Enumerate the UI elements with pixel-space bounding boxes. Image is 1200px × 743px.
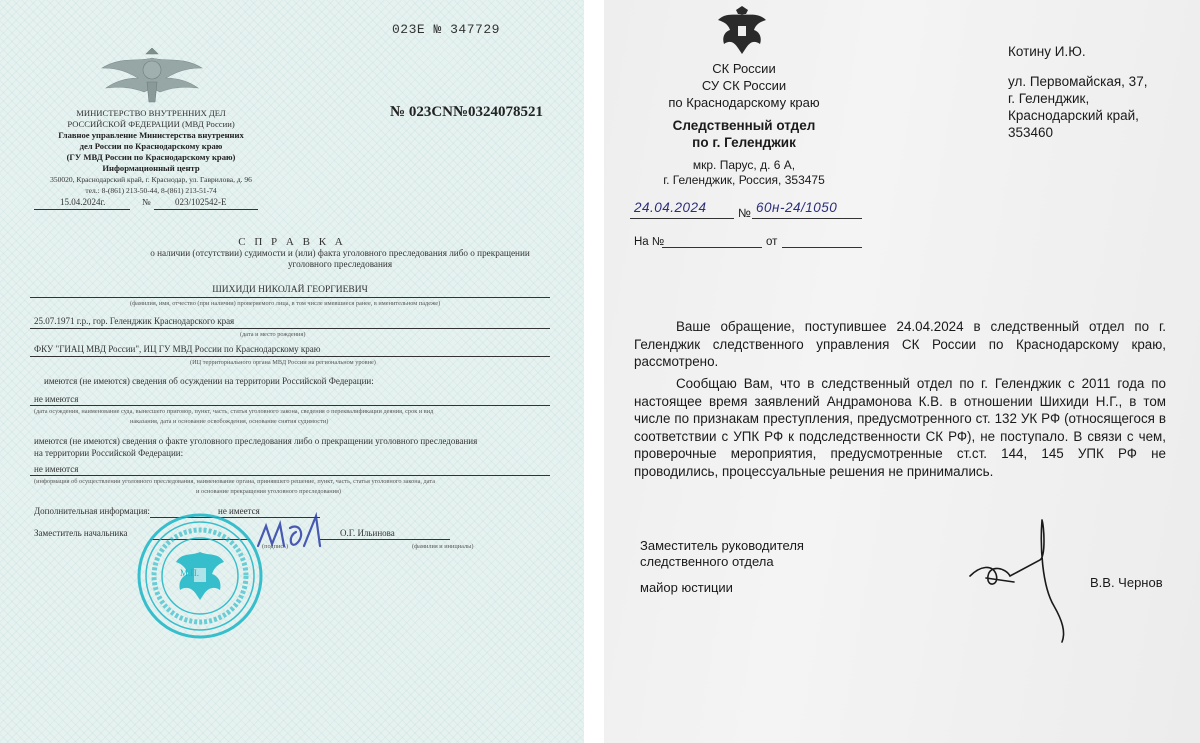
sender-address: мкр. Парус, д. 6 А,	[692, 158, 796, 172]
convictions-hint: (дата осуждения, наименование суда, вынесшего приговор, пункт, часть, статья уголовного закона, сведения о переквалификации деяния, срок и вид	[34, 408, 434, 415]
sender-address: г. Геленджик, Россия, 353475	[663, 173, 825, 187]
issuer-line: Главное управление Министерства внутренних	[58, 130, 244, 140]
issuer-line: (ГУ МВД России по Краснодарскому краю)	[66, 152, 236, 162]
issuer-line: МИНИСТЕРСТВО ВНУТРЕННИХ ДЕЛ	[76, 108, 226, 118]
issuer-block	[20, 108, 282, 196]
recipient-address: 353460	[1008, 125, 1054, 140]
signature-icon	[966, 516, 1096, 646]
convictions-value: не имеются	[34, 394, 79, 404]
outgoing-number: 023/102542-Е	[175, 197, 227, 207]
person-name: ШИХИДИ НИКОЛАЙ ГЕОРГИЕВИЧ	[212, 285, 368, 295]
sender-department: Следственный отдел	[672, 118, 816, 133]
page-gap	[584, 0, 604, 743]
organization: ФКУ "ГИАЦ МВД России", ИЦ ГУ МВД России по Краснодарскому краю	[34, 344, 321, 354]
signer-line: следственного отдела	[640, 554, 774, 569]
signer-line: Заместитель руководителя	[640, 538, 804, 553]
certificate-title: С П Р А В К А	[238, 236, 346, 248]
signer-name: О.Г. Ильинова	[340, 528, 395, 538]
recipient-address: г. Геленджик,	[1008, 91, 1090, 106]
person-name-hint: (фамилия, имя, отчество (при наличии) проверяемого лица, в том числе имевшиеся ранее, в именительном падеже)	[130, 300, 441, 307]
issuer-line: РОССИЙСКОЙ ФЕДЕРАЦИИ (МВД России)	[67, 119, 235, 129]
prosecution-hint: и основание прекращения уголовного преследования)	[196, 488, 341, 495]
issuer-line: Информационный центр	[102, 163, 200, 173]
reply-from-label: от	[766, 236, 778, 248]
name-hint: (фамилия и инициалы)	[412, 543, 474, 550]
mvd-emblem-icon	[100, 48, 204, 106]
certificate-number: № 023CN№0324078521	[390, 104, 544, 120]
birth-hint: (дата и место рождения)	[240, 331, 306, 338]
additional-info-value: не имеется	[218, 506, 260, 516]
signature-icon	[250, 506, 330, 566]
sender-line: СУ СК России	[701, 78, 787, 93]
prosecution-label: имеются (не имеются) сведения о факте уголовного преследования либо о прекращении уголовного преследования	[34, 436, 478, 446]
stamp-mp-label: М.П.	[180, 568, 200, 578]
prosecution-label: на территории Российской Федерации:	[34, 448, 184, 458]
investigation-letter	[604, 0, 1200, 743]
letter-paragraph-1: Ваше обращение, поступившее 24.04.2024 в следственный отдел по г. Геленджик следственного управления СК России по Краснодарскому краю, рассмотрено.	[634, 319, 1166, 370]
issue-date: 15.04.2024г.	[60, 197, 106, 207]
issuer-address: 350020, Краснодарский край, г. Краснодар, ул. Гаврилова, д. 96	[50, 175, 252, 184]
criminal-record-certificate	[0, 0, 584, 743]
sender-line: СК России	[712, 61, 776, 76]
letter-paragraph-2: Сообщаю Вам, что в следственный отдел по г. Геленджик с 2011 года по настоящее время заявлений Андрамонова К.В. в отношении Шихиди Н.Г., в том числе по признакам преступления, предусмотренного ст. 132 УК РФ (относящегося в соответствии с УПК РФ к подследственности СК РФ), не поступало. В связи с чем, проверочные мероприятия, предусмотренные ст.ст. 144, 145 УПК РФ не проводились, процессуальные решения не принимались.	[634, 376, 1166, 479]
additional-info-label: Дополнительная информация:	[34, 506, 150, 516]
number-label: №	[142, 197, 151, 207]
handwritten-number: 60н-24/1050	[756, 200, 838, 215]
recipient-address: Краснодарский край,	[1008, 108, 1139, 123]
handwritten-date: 24.04.2024	[634, 200, 707, 215]
prosecution-value: не имеются	[34, 464, 79, 474]
form-serial-number: 023E № 347729	[392, 22, 500, 37]
issuer-line: дел России по Краснодарскому краю	[79, 141, 223, 151]
signer-name: В.В. Чернов	[1090, 575, 1163, 590]
sender-department: по г. Геленджик	[692, 135, 796, 150]
signature-hint: (подпись)	[262, 543, 289, 550]
sender-line: по Краснодарскому краю	[668, 95, 820, 110]
recipient-address: ул. Первомайская, 37,	[1008, 74, 1148, 89]
certificate-subtitle: о наличии (отсутствии) судимости и (или) факта уголовного преследования либо о прекращении уголовного преследования	[150, 248, 530, 269]
convictions-hint: наказания, дата и основание освобождения, основание снятия судимости)	[130, 418, 329, 425]
coat-of-arms-icon	[714, 4, 770, 60]
organization-hint: (ИЦ территориального органа МВД России на региональном уровне)	[190, 359, 376, 366]
prosecution-hint: (информация об осуществлении уголовного преследования, наименование органа, принявшего решение, пункт, часть, статья уголовного закона, дата	[34, 478, 436, 485]
number-sign: №	[738, 206, 751, 220]
sender-block	[634, 60, 854, 188]
signer-rank: майор юстиции	[640, 580, 733, 595]
birth-info: 25.07.1971 г.р., гор. Геленджик Краснодарского края	[34, 316, 235, 326]
official-stamp-icon	[136, 512, 264, 640]
recipient-name: Котину И.Ю.	[1008, 44, 1086, 59]
signer-title: Заместитель начальника	[34, 528, 128, 538]
issuer-phone: тел.: 8-(861) 213-50-44, 8-(861) 213-51-74	[85, 186, 217, 195]
signer-position	[640, 538, 804, 570]
reply-label: На №	[634, 236, 665, 248]
convictions-label: имеются (не имеются) сведения об осуждении на территории Российской Федерации:	[44, 376, 374, 386]
